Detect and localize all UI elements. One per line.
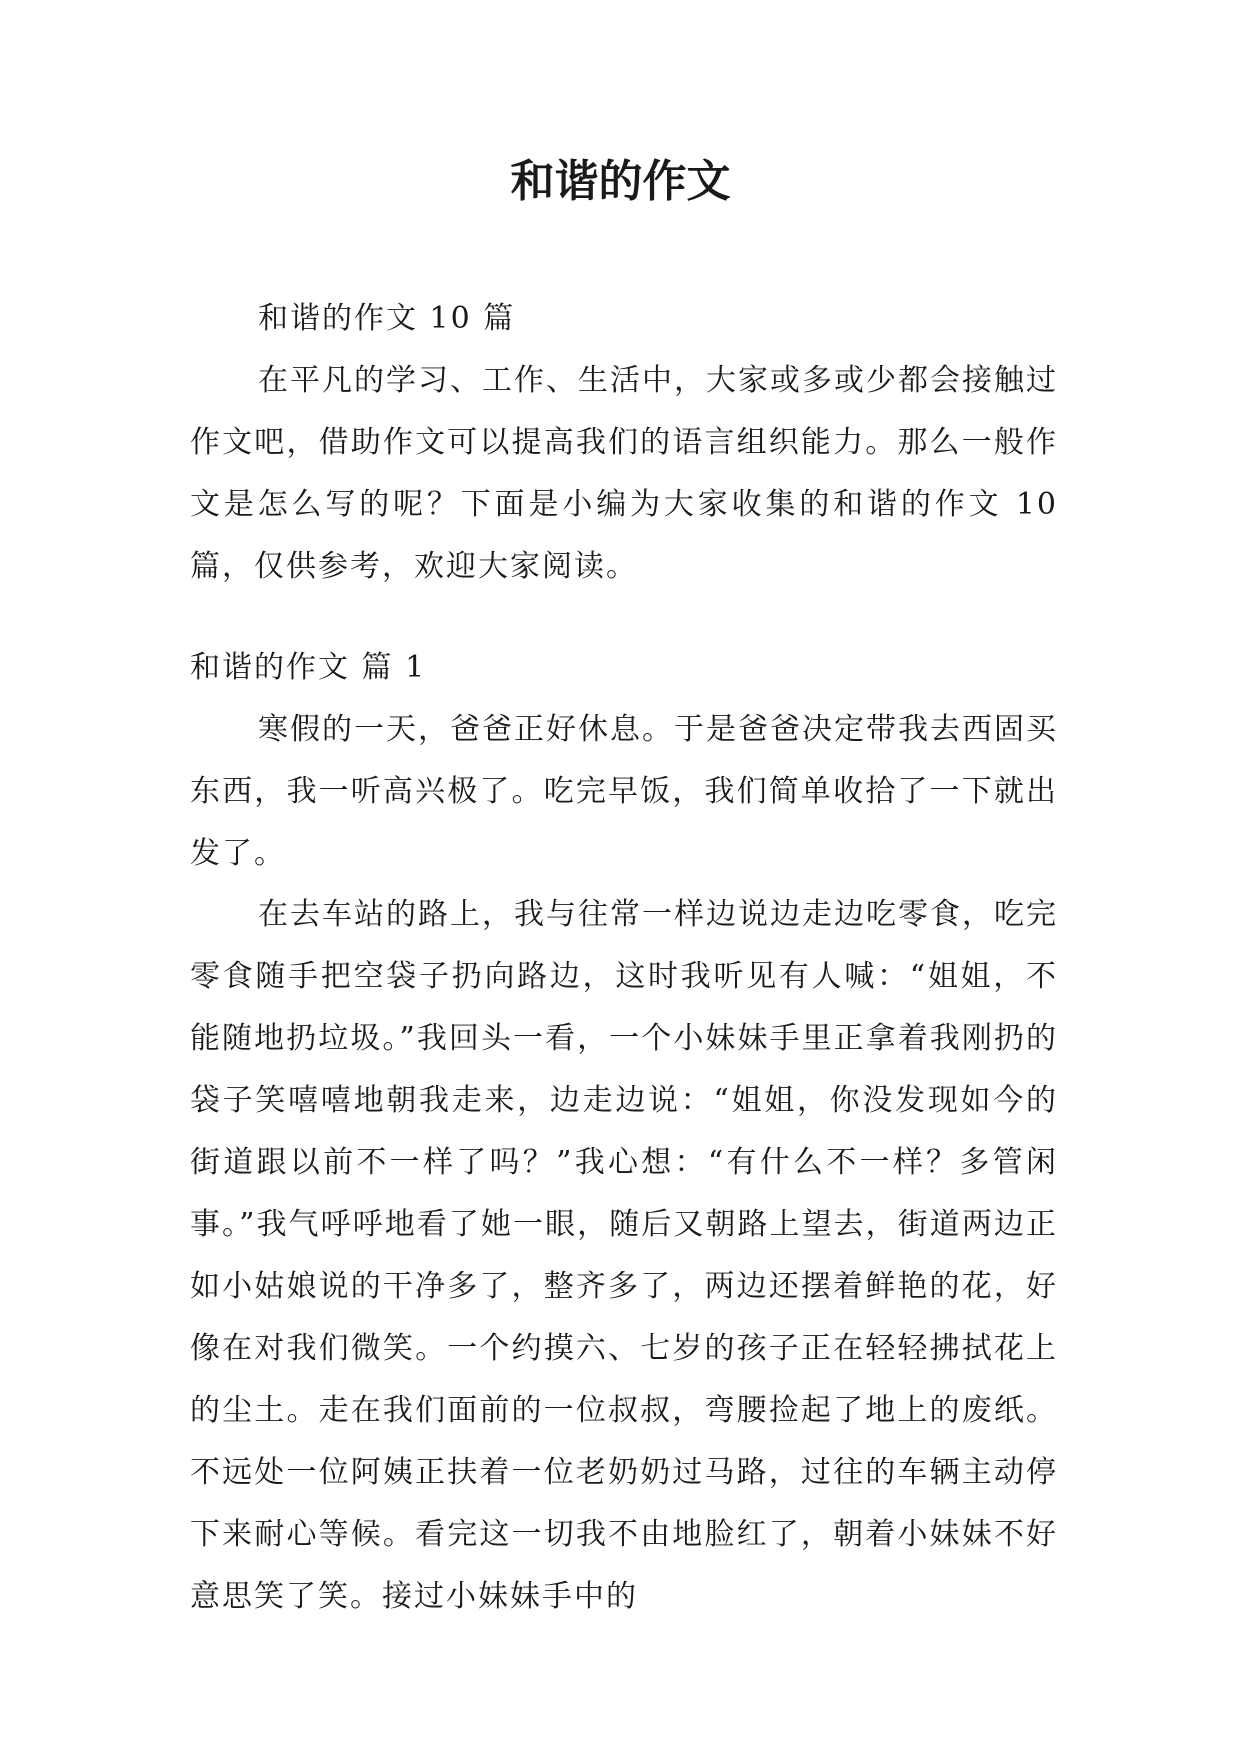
section-heading: 和谐的作文 篇 1	[190, 650, 427, 685]
body-paragraph: 寒假的一天，爸爸正好休息。于是爸爸决定带我去西固买东西，我一听高兴极了。吃完早饭，我们简单收拾了一下就出发了。	[190, 712, 1058, 871]
document-subtitle: 和谐的作文 10 篇	[258, 301, 516, 336]
intro-paragraph: 在平凡的学习、工作、生活中，大家或多或少都会接触过作文吧，借助作文可以提高我们的语言组织能力。那么一般作文是怎么写的呢？下面是小编为大家收集的和谐的作文 10 篇，仅供参考，欢迎大家阅读。	[190, 363, 1058, 584]
body-paragraph: 在去车站的路上，我与往常一样边说边走边吃零食，吃完零食随手把空袋子扔向路边，这时我听见有人喊：“姐姐，不能随地扔垃圾。”我回头一看，一个小妹妹手里正拿着我刚扔的袋子笑嘻嘻地朝我走来，边走边说：“姐姐，你没发现如今的街道跟以前不一样了吗？”我心想：“有什么不一样？多管闲事。”我气呼呼地看了她一眼，随后又朝路上望去，街道两边正如小姑娘说的干净多了，整齐多了，两边还摆着鲜艳的花，好像在对我们微笑。一个约摸六、七岁的孩子正在轻轻拂拭花上的尘土。走在我们面前的一位叔叔，弯腰捡起了地上的废纸。不远处一位阿姨正扶着一位老奶奶过马路，过往的车辆主动停下来耐心等候。看完这一切我不由地脸红了，朝着小妹妹不好意思笑了笑。接过小妹妹手中的	[190, 897, 1058, 1614]
document-title: 和谐的作文	[510, 156, 731, 207]
